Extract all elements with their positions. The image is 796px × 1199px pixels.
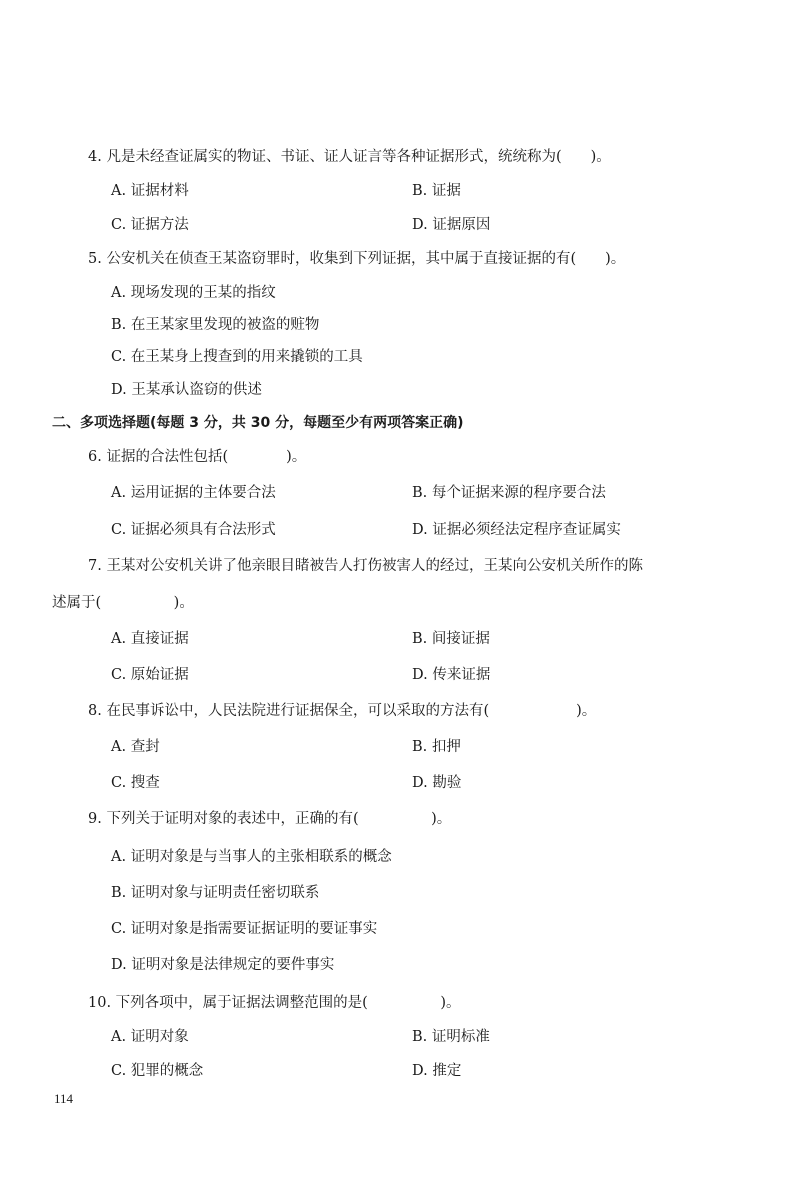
question-6-option-a: A. 运用证据的主体要合法 [111, 485, 276, 501]
question-4-option-c: C. 证据方法 [111, 217, 189, 233]
question-9-option-d: D. 证明对象是法律规定的要件事实 [111, 957, 335, 973]
question-9-option-b: B. 证明对象与证明责任密切联系 [111, 885, 320, 901]
question-4-option-d: D. 证据原因 [412, 217, 491, 233]
question-9-stem: 9. 下列关于证明对象的表述中，正确的有( )。 [88, 811, 452, 827]
question-10-option-c: C. 犯罪的概念 [111, 1063, 204, 1079]
question-10-option-d: D. 推定 [412, 1063, 462, 1079]
question-5-option-a: A. 现场发现的王某的指纹 [111, 285, 276, 301]
question-7-option-b: B. 间接证据 [412, 631, 490, 647]
page-number: 114 [54, 1091, 74, 1106]
question-8-option-b: B. 扣押 [412, 739, 461, 755]
question-5-stem: 5. 公安机关在侦查王某盗窃罪时，收集到下列证据，其中属于直接证据的有( )。 [88, 251, 626, 267]
question-7-option-d: D. 传来证据 [412, 667, 491, 683]
question-6-option-b: B. 每个证据来源的程序要合法 [412, 485, 606, 501]
question-4-option-a: A. 证据材料 [111, 183, 189, 199]
question-9-option-a: A. 证明对象是与当事人的主张相联系的概念 [111, 849, 392, 865]
question-7-option-a: A. 直接证据 [111, 631, 189, 647]
question-7-option-c: C. 原始证据 [111, 667, 189, 683]
question-10-stem: 10. 下列各项中，属于证据法调整范围的是( )。 [88, 995, 461, 1011]
question-4-stem: 4. 凡是未经查证属实的物证、书证、证人证言等各种证据形式，统统称为( )。 [88, 149, 611, 165]
question-5-option-b: B. 在王某家里发现的被盗的赃物 [111, 317, 320, 333]
question-9-option-c: C. 证明对象是指需要证据证明的要证事实 [111, 921, 378, 937]
question-6-stem: 6. 证据的合法性包括( )。 [88, 449, 307, 465]
question-4-option-b: B. 证据 [412, 183, 461, 199]
question-6-option-c: C. 证据必须具有合法形式 [111, 522, 276, 538]
question-7-stem-line-1: 7. 王某对公安机关讲了他亲眼目睹被告人打伤被害人的经过，王某向公安机关所作的陈 [88, 558, 643, 574]
question-7-stem-line-2: 述属于( )。 [52, 595, 194, 611]
question-6-option-d: D. 证据必须经法定程序查证属实 [412, 522, 621, 538]
question-10-option-b: B. 证明标准 [412, 1029, 490, 1045]
question-8-option-c: C. 搜查 [111, 775, 160, 791]
question-5-option-d: D. 王某承认盗窃的供述 [111, 382, 262, 398]
question-5-option-c: C. 在王某身上搜查到的用来撬锁的工具 [111, 349, 363, 365]
question-8-option-a: A. 查封 [111, 739, 160, 755]
question-10-option-a: A. 证明对象 [111, 1029, 189, 1045]
question-8-stem: 8. 在民事诉讼中，人民法院进行证据保全，可以采取的方法有( )。 [88, 703, 597, 719]
question-8-option-d: D. 勘验 [412, 775, 462, 791]
section-2-title: 二、多项选择题(每题 3 分，共 30 分，每题至少有两项答案正确) [52, 415, 464, 431]
